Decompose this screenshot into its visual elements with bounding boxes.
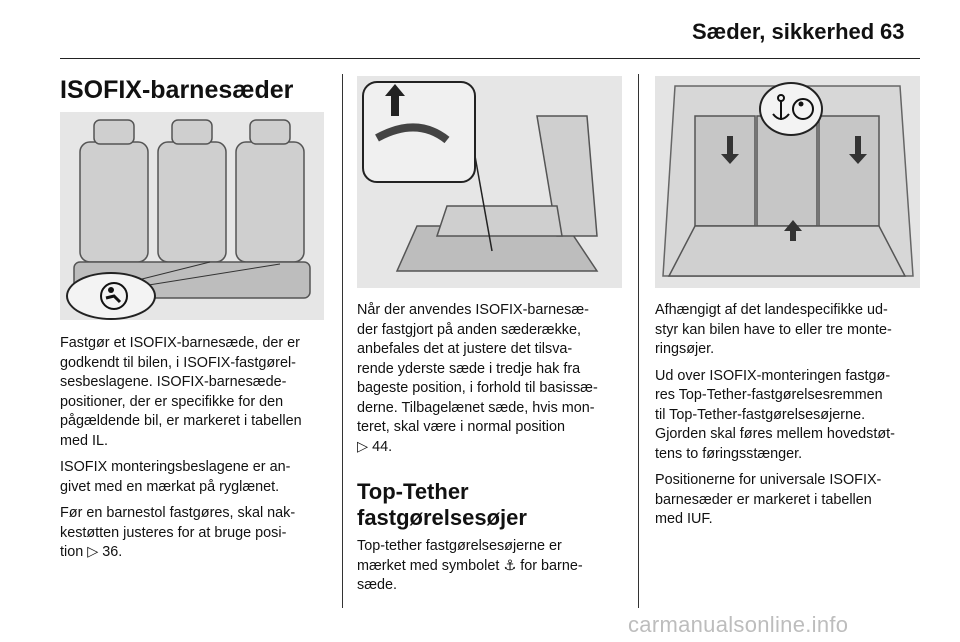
column-1-text: [60, 334, 336, 570]
paragraph: Før en barnestol fastgøres, skal nak- kestøtten justeres for at bruge posi- tion ▷ 36.: [60, 505, 296, 560]
section-title: Sæder, sikkerhed: [692, 19, 875, 44]
section-heading: ISOFIX-barnesæder: [60, 76, 294, 104]
watermark: carmanualsonline.info: [628, 612, 849, 637]
paragraph: Positionerne for universale ISOFIX- barnesæder er markeret i tabellen med IUF.: [655, 472, 882, 527]
paragraph: Afhængigt af det landespecifikke ud- styr kan bilen have to eller tre monte- ringsøjer.: [655, 302, 892, 357]
paragraph: Ud over ISOFIX-monteringen fastgø- res Top-Tether-fastgørelsesremmen til Top-Tether-fastgørelsesøjerne. Gjorden skal føres mellem hovedstøt- tens to føringsstænger.: [655, 367, 895, 462]
rear-seats-illustration: [60, 112, 324, 320]
paragraph: Fastgør et ISOFIX-barnesæde, der er godkendt til bilen, i ISOFIX-fastgørel- sesbeslagene. ISOFIX-barnesæde- positioner, der er specifikke for den pågældende bil, er markeret i tabellen med IL.: [60, 335, 302, 449]
child-seat-symbol-icon: [68, 274, 154, 318]
cargo-area-illustration: [655, 76, 920, 288]
column-2-text: [357, 301, 629, 603]
paragraph: Top-tether fastgørelsesøjerne er mærket med symbolet ⚓ for barne- sæde.: [357, 538, 583, 593]
child-seat-symbol-badge: [66, 272, 156, 320]
paragraph: Når der anvendes ISOFIX-barnesæ- der fastgjort på anden sæderække, anbefales det at justere det tilsva- rende yderste sæde i tredje hak fra bageste position, i forhold til basissæ- derne. Tilbagelænet sæde, hvis mon- teret, skal være i normal position ▷ 44.: [357, 302, 598, 455]
column-divider-right: [638, 74, 639, 608]
column-3-text: [655, 301, 927, 537]
header-rule: [60, 58, 920, 59]
top-tether-anchor-icon: [761, 84, 821, 134]
seat-adjustment-illustration: [357, 76, 622, 288]
subsection-heading: Top-Tether fastgørelsesøjer: [357, 479, 527, 530]
top-tether-symbol-badge: [759, 82, 823, 136]
column-divider-left: [342, 74, 343, 608]
page-number: 63: [880, 19, 905, 44]
paragraph: ISOFIX monteringsbeslagene er an- givet med en mærkat på ryglænet.: [60, 459, 291, 495]
